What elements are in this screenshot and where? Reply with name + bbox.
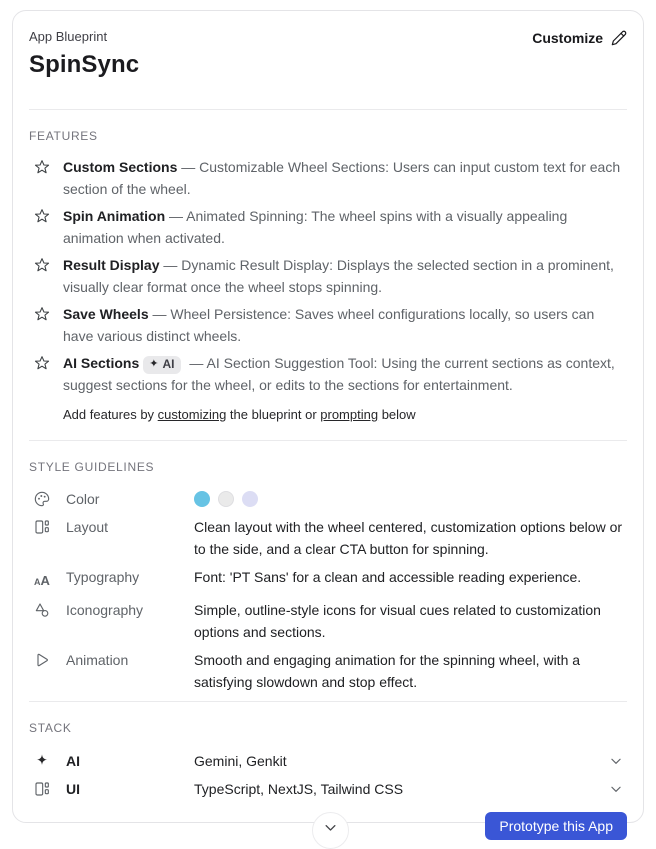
feature-row-ai-sections: [29, 352, 627, 396]
sparkle-icon: ✦: [149, 358, 159, 370]
style-row-typography: [29, 566, 627, 593]
note-text: the blueprint or: [226, 407, 321, 422]
typography-icon: AA: [34, 573, 50, 588]
style-row-value: Clean layout with the wheel centered, customization options below or to the side, and a clear CTA button for spinning.: [194, 519, 623, 557]
feature-list: [29, 156, 627, 422]
ai-badge-label: AI: [162, 357, 175, 371]
feature-row-spin-animation: [29, 205, 627, 249]
feature-row-custom-sections: [29, 156, 627, 200]
chevron-down-icon[interactable]: [609, 778, 625, 796]
app-blueprint-card: [12, 10, 644, 834]
star-icon: [34, 156, 50, 200]
style-row-iconography: [29, 599, 627, 643]
feature-name: AI Sections: [63, 355, 140, 371]
color-swatch-primary: [194, 491, 210, 507]
stack-row-ai[interactable]: [29, 750, 627, 772]
stack-row-label: UI: [66, 781, 80, 797]
divider: [29, 440, 627, 441]
feature-name: Custom Sections: [63, 159, 178, 175]
star-icon: [34, 205, 50, 249]
style-row-label: Typography: [66, 569, 140, 585]
note-text: Add features by: [63, 407, 158, 422]
style-row-value: Simple, outline-style icons for visual cues related to customization options and sections.: [194, 602, 601, 640]
sparkle-icon: [34, 750, 50, 769]
star-icon: [34, 254, 50, 298]
note-text: below: [378, 407, 416, 422]
play-icon: [34, 649, 50, 668]
prototype-this-app-button[interactable]: Prototype this App: [485, 812, 627, 840]
stack-section-label: STACK: [29, 721, 72, 735]
features-note: [63, 407, 627, 422]
stack-rows: [29, 750, 627, 800]
chevron-down-icon[interactable]: [609, 750, 625, 768]
style-row-label: Color: [66, 491, 100, 507]
feature-description: Wheel Persistence: Saves wheel configurations locally, so users can have various distinct wheels.: [63, 306, 595, 344]
ai-badge: [143, 356, 181, 374]
palette-icon: [34, 488, 50, 507]
style-row-color: [29, 488, 627, 510]
style-row-label: Layout: [66, 519, 109, 535]
stack-row-value: TypeScript, NextJS, Tailwind CSS: [194, 781, 404, 797]
card-header: [29, 29, 627, 79]
prompting-link[interactable]: prompting: [320, 407, 379, 422]
style-row-value: Font: 'PT Sans' for a clean and accessible reading experience.: [194, 569, 582, 585]
divider: [29, 701, 627, 702]
stack-row-ui[interactable]: [29, 778, 627, 800]
divider: [29, 109, 627, 110]
style-row-label: Animation: [66, 652, 129, 668]
header-titles: [29, 29, 139, 79]
scroll-down-button[interactable]: [312, 812, 349, 849]
style-row-value: Smooth and engaging animation for the spinning wheel, with a satisfying slowdown and stop effect.: [194, 652, 581, 690]
feature-separator: —: [181, 159, 196, 175]
feature-separator: —: [163, 257, 178, 273]
pencil-icon: [611, 30, 627, 46]
customize-label: Customize: [532, 30, 603, 46]
card-eyebrow: App Blueprint: [29, 29, 108, 44]
feature-description: Dynamic Result Display: Displays the selected section in a prominent, visually clear format once the wheel stops spinning.: [63, 257, 614, 295]
style-row-layout: [29, 516, 627, 560]
star-icon: [34, 303, 50, 347]
customizing-link[interactable]: customizing: [157, 407, 227, 422]
feature-description: Customizable Wheel Sections: Users can input custom text for each section of the wheel.: [63, 159, 621, 197]
feature-separator: —: [152, 306, 167, 322]
style-guidelines-section-label: STYLE GUIDELINES: [29, 460, 155, 474]
feature-separator: —: [169, 208, 184, 224]
layout-icon: [34, 516, 50, 535]
color-swatch-background: [218, 491, 234, 507]
chevron-down-icon: [323, 820, 338, 835]
feature-row-result-display: [29, 254, 627, 298]
style-guidelines-rows: [29, 488, 627, 693]
feature-row-save-wheels: [29, 303, 627, 347]
shapes-icon: [34, 599, 50, 618]
feature-description: Animated Spinning: The wheel spins with a visually appealing animation when activated.: [63, 208, 568, 246]
customize-button[interactable]: [532, 29, 627, 46]
app-title: SpinSync: [29, 51, 140, 78]
features-section-label: FEATURES: [29, 129, 98, 143]
star-icon: [34, 352, 50, 396]
feature-description: AI Section Suggestion Tool: Using the current sections as context, suggest sections for the wheel, or edits to the sections for entertainment.: [63, 355, 615, 393]
layout-icon: [34, 778, 50, 797]
feature-separator: —: [189, 355, 204, 371]
style-row-label: Iconography: [66, 602, 144, 618]
feature-name: Save Wheels: [63, 306, 149, 322]
stack-row-value: Gemini, Genkit: [194, 753, 287, 769]
color-swatch-accent: [242, 491, 258, 507]
color-swatches: [194, 488, 627, 507]
style-row-animation: [29, 649, 627, 693]
feature-name: Result Display: [63, 257, 160, 273]
feature-name: Spin Animation: [63, 208, 166, 224]
stack-row-label: AI: [66, 753, 80, 769]
